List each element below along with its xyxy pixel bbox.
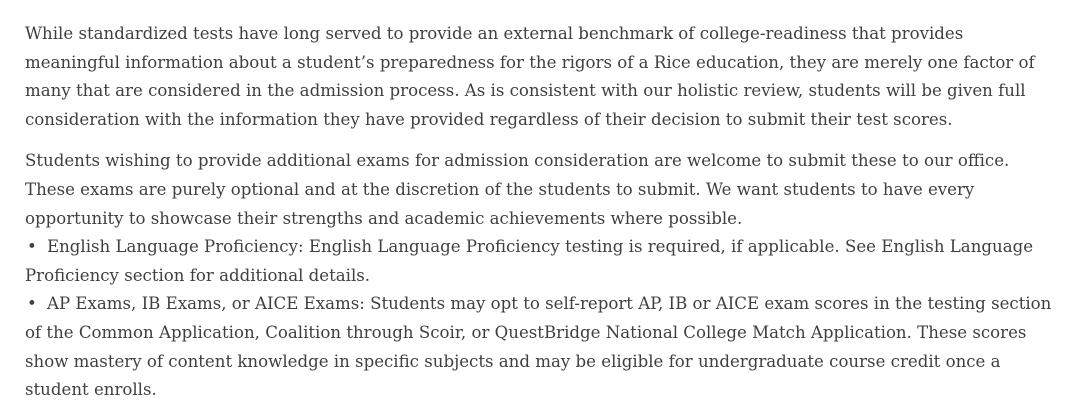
list-item-text: AP Exams, IB Exams, or AICE Exams: Students may opt to self-report AP, IB or AICE exam scores in the testing section of the Common Application, Coalition through Scoir, or QuestBridge National College Match Application. These scores show mastery of content knowledge in specific subjects and may be eligible for undergraduate course credit once a student enrolls. xyxy=(25,294,1052,400)
testing-policy-paragraph: While standardized tests have long served to provide an external benchmark of college-readiness that provides meaningful information about a student’s preparedness for the rigors of a Rice education, they are merely one factor of many that are considered in the admission process. As is consistent with our holistic review, students will be given full consideration with the information they have provided regardless of their decision to submit their test scores. xyxy=(25,24,1035,129)
bullet-icon: • xyxy=(27,237,37,257)
list-item-ap-ib-aice xyxy=(25,290,1055,404)
additional-exams-paragraph: Students wishing to provide additional exams for admission consideration are welcome to submit these to our office. These exams are purely optional and at the discretion of the students to submit. We want students to have every opportunity to showcase their strengths and academic achievements where possible. xyxy=(25,151,1010,228)
article-content xyxy=(25,20,1055,405)
bullet-icon: • xyxy=(27,294,37,314)
list-item-text: English Language Proficiency: English Language Proficiency testing is required, if applicable. See English Language Proficiency section for additional details. xyxy=(25,237,1034,285)
list-item-english-proficiency xyxy=(25,233,1055,290)
exam-bullet-list xyxy=(25,233,1055,405)
